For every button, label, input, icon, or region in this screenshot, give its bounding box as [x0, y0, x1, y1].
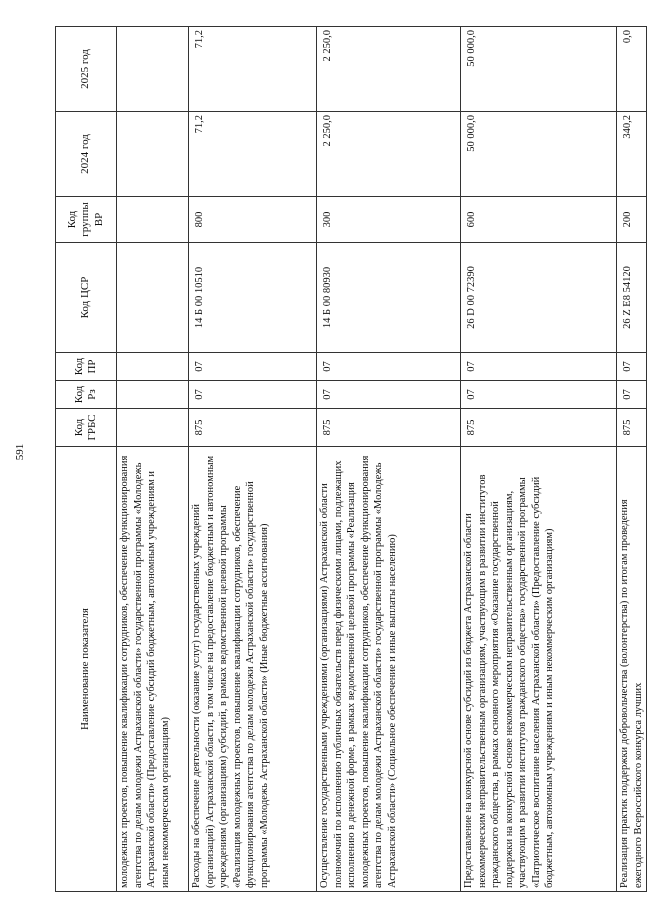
cell-grbs: 875 — [617, 409, 647, 447]
cell-vr: 200 — [617, 197, 647, 243]
cell-grbs: 875 — [461, 409, 617, 447]
header-2025: 2025 год — [56, 27, 117, 112]
cell-vr — [117, 197, 189, 243]
table-row — [117, 27, 189, 892]
cell-name: Осуществление государственными учреждениями (организациями) Астраханской области полномочий по исполнению публичных обязательств перед физическими лицами, подлежащих исполнению в денежной форме, в рамках ведомственной целевой программы «Реализация молодежных проектов, повышение квалификации сотрудников, обеспечение функционирования агентства по делам молодежи Астраханской области» государственной программы «Молодежь Астраханской области» (Социальное обеспечение и иные выплаты населению) — [317, 447, 461, 892]
cell-name: Реализация практик поддержки добровольчества (волонтерства) по итогам проведения ежегодного Всероссийского конкурса лучших — [617, 447, 647, 892]
cell-grbs: 875 — [189, 409, 317, 447]
cell-rz: 07 — [189, 381, 317, 409]
cell-pr: 07 — [617, 353, 647, 381]
header-2024: 2024 год — [56, 112, 117, 197]
cell-csr: 26 D 00 72390 — [461, 243, 617, 353]
cell-csr — [117, 243, 189, 353]
header-name: Наименование показателя — [56, 447, 117, 892]
cell-2024 — [117, 112, 189, 197]
budget-table — [55, 26, 647, 892]
cell-2025: 2 250,0 — [317, 27, 461, 112]
header-grbs: Код ГРБС — [56, 409, 117, 447]
header-csr: Код ЦСР — [56, 243, 117, 353]
header-rz: Код Рз — [56, 381, 117, 409]
table-row — [617, 27, 647, 892]
cell-2024: 340,2 — [617, 112, 647, 197]
table-row — [461, 27, 617, 892]
cell-csr: 14 Б 00 80930 — [317, 243, 461, 353]
table-header-row — [56, 27, 117, 892]
cell-rz: 07 — [461, 381, 617, 409]
cell-rz: 07 — [317, 381, 461, 409]
cell-name: Предоставление на конкурсной основе субсидий из бюджета Астраханской области некоммерческим неправительственным организациям, участвующим в развитии институтов гражданского общества, в рамках основного мероприятия «Оказание государственной поддержки на конкурсной основе некоммерческим неправительственным организациям, участвующим в развитии институтов гражданского общества» государственной программы «Патриотическое воспитание населения Астраханской области» (Предоставление субсидий бюджетным, автономным учреждениям и иным некоммерческим организациям) — [461, 447, 617, 892]
table-row — [189, 27, 317, 892]
cell-2025: 71,2 — [189, 27, 317, 112]
cell-vr: 800 — [189, 197, 317, 243]
cell-csr: 14 Б 00 10510 — [189, 243, 317, 353]
cell-2024: 2 250,0 — [317, 112, 461, 197]
cell-name: Расходы на обеспечение деятельности (оказание услуг) государственных учреждений (организаций) Астраханской области, в том числе на предоставление бюджетным и автономным учреждениям (организациям) субсидий, в рамках ведомственной целевой программы «Реализация молодежных проектов, повышение квалификации сотрудников, обеспечение функционирования агентства по делам молодежи Астраханской области» государственной программы «Молодежь Астраханской области» (Иные бюджетные ассигнования) — [189, 447, 317, 892]
cell-2025 — [117, 27, 189, 112]
header-vr: Код группы ВР — [56, 197, 117, 243]
cell-csr: 26 Z E8 54120 — [617, 243, 647, 353]
cell-vr: 600 — [461, 197, 617, 243]
cell-rz — [117, 381, 189, 409]
cell-name: молодежных проектов, повышение квалификации сотрудников, обеспечение функционирования агентства по делам молодежи Астраханской области» государственной программы «Молодежь Астраханской области» (Предоставление субсидий бюджетным, автономным учреждениям и иным некоммерческим организациям) — [117, 447, 189, 892]
cell-pr: 07 — [189, 353, 317, 381]
cell-2024: 50 000,0 — [461, 112, 617, 197]
cell-2025: 50 000,0 — [461, 27, 617, 112]
cell-pr: 07 — [461, 353, 617, 381]
cell-pr: 07 — [317, 353, 461, 381]
cell-grbs: 875 — [317, 409, 461, 447]
cell-rz: 07 — [617, 381, 647, 409]
page-number: 591 — [14, 443, 26, 461]
cell-2025: 0,0 — [617, 27, 647, 112]
cell-2024: 71,2 — [189, 112, 317, 197]
cell-vr: 300 — [317, 197, 461, 243]
cell-pr — [117, 353, 189, 381]
cell-grbs — [117, 409, 189, 447]
header-pr: Код ПР — [56, 353, 117, 381]
table-row — [317, 27, 461, 892]
budget-table-container — [55, 27, 644, 892]
